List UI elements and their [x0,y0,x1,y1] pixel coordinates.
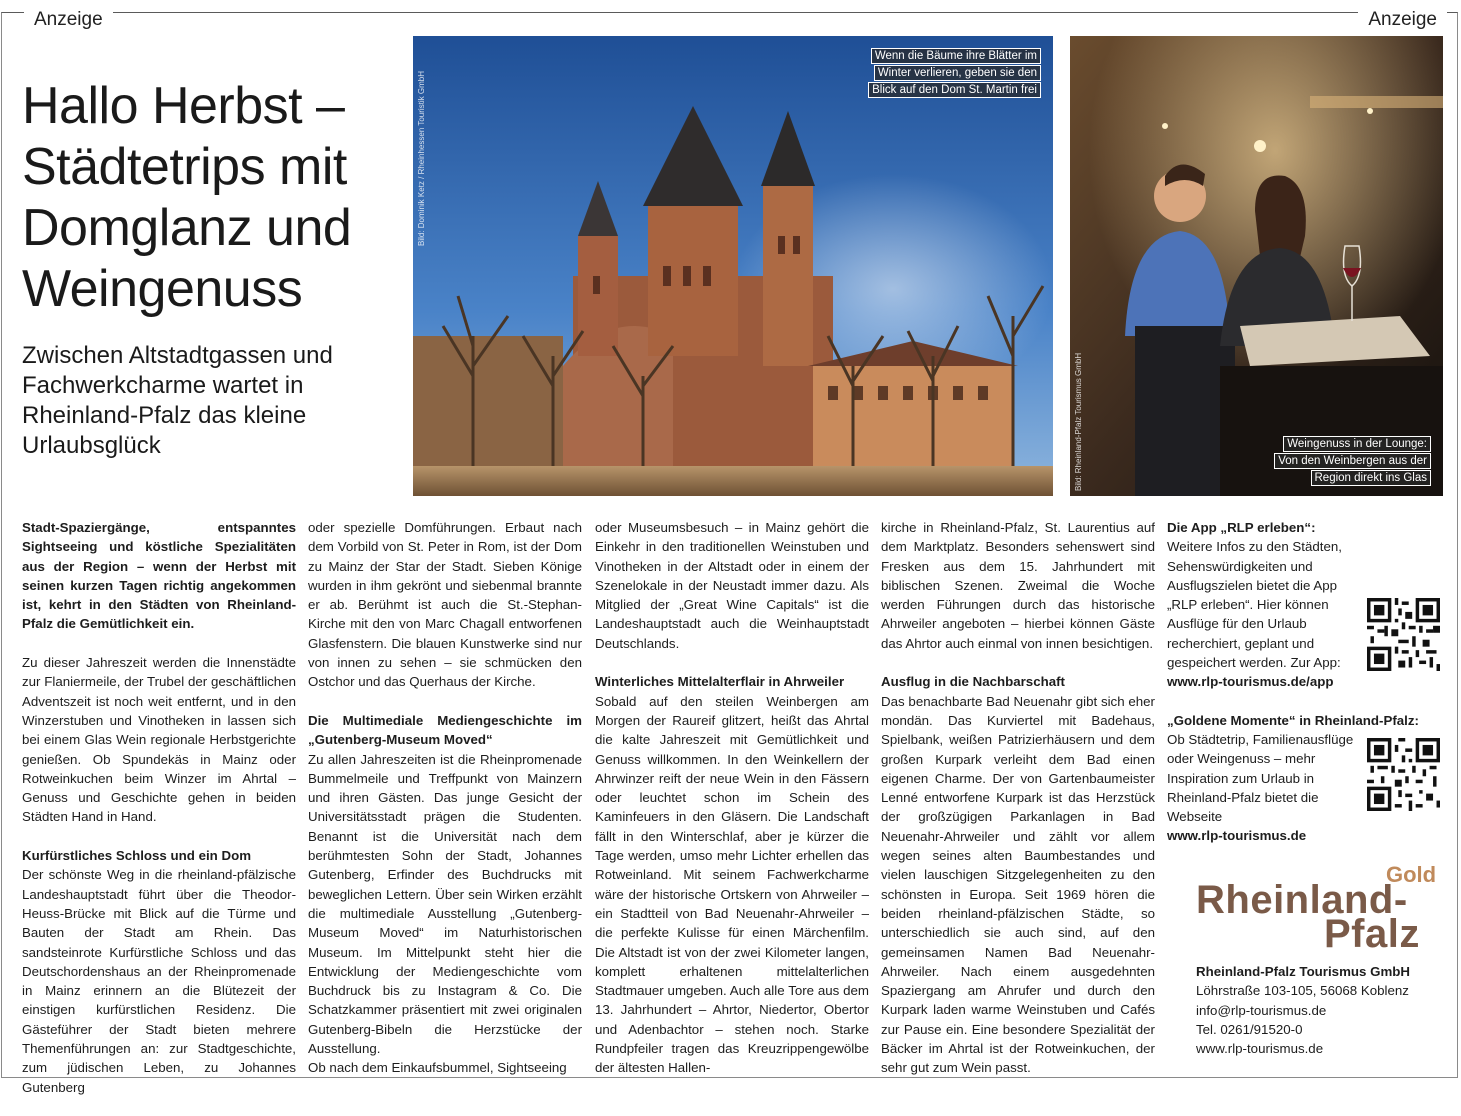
lounge-caption [1274,436,1431,486]
section-heading: Kurfürstliches Schloss und ein Dom [22,848,252,864]
logo-gold-text: Gold [1386,862,1437,887]
paragraph: Sobald auf den steilen Weinbergen am Morgen der Raureif glitzert, heißt das Ahrtal die kalte Jahreszeit mit Gemütlichkeit und Genuss willkommen. In den Weinkellern der Ahrwinzer reift der neue Wein in den Fässern oder leuchtet schon im Schein des Kaminfeuers in den Gläsern. Die Landschaft fällt in den Winterschlaf, aber je kürzer die Tage werden, umso mehr Lichter erhellen das Rotweinland. Mit seinem Fachwerkcharme wäre der historische Ortskern von Ahrweiler – ein Stadtteil von Bad Neuenahr-Ahrweiler – die perfekte Kulisse für einen Märchenfilm. Die Altstadt ist von der zwei Kilometer langen, komplett erhaltenen mittelalterlichen Stadtmauer umgeben. Auch alle Tore aus dem 13. Jahrhundert – Ahrtor, Niedertor, Obertor und Adenbachtor – stehen noch. Starke Rundpfeiler tragen das Kreuzrippengewölbe der ältesten Hallen- [595,693,869,1076]
article-column-3 [595,518,869,1097]
app-text: Weitere Infos zu den Städten, Sehenswürdigkeiten und Ausflugszielen bietet die App „RLP erleben“. Hier können Ausflüge für den Urlaub recherchiert, geplant und gespeichert werden. Zur App: [1167,539,1342,671]
website-link[interactable]: www.rlp-tourismus.de [1167,828,1307,844]
article-column-4 [881,518,1155,1097]
caption-line: Blick auf den Dom St. Martin frei [868,82,1041,98]
article-column-2 [308,518,582,1097]
phone: Tel. 0261/91520-0 [1196,1021,1303,1037]
headline: Hallo Herbst – Städtetrips mit Domglanz und Weingenuss [22,77,352,318]
caption-line: Region direkt ins Glas [1311,470,1432,486]
photo-credit: Bild: Dominik Ketz / Rheinhessen Touristik GmbH [417,70,426,246]
lounge-photo [1070,36,1443,496]
qr-code-app[interactable] [1367,598,1440,671]
paragraph: Zu dieser Jahreszeit werden die Innenstädte zur Flaniermeile, der Trubel der geschäftlichen Adventszeit ist noch weit entfernt, und in den Winzerstuben und Vinotheken in lassen sich bei einem Glas Wein regionale Herbstgerichte genießen. Ob Spundekäs in Mainz oder Rotweinkuchen beim Winzer im Ahrtal – Genuss und Geschichte gehen in beiden Städten Hand in Hand. [22,655,296,825]
paragraph: Zu allen Jahreszeiten ist die Rheinpromenade Bummelmeile und Treffpunkt von Mainzern und ihren Gästen. Das junge Gesicht der Universitätsstadt prägen die Studenten. Benannt ist die Universität nach dem berühmtesten Sohn der Stadt, Johannes Gutenberg, Erfinder des Buchdrucks mit beweglichen Lettern. Über sein Wirken erzählt die multimediale Ausstellung „Gutenberg-Museum Moved“ im Naturhistorischen Museum. Im Mittelpunkt steht hier die Entwicklung der Mediengeschichte vom Buchdruck bis zu Instagram & Co. Die Schatzkammer präsentiert mit zwei originalen Gutenberg-Bibeln die Herzstücke der Ausstellung. [308,751,582,1057]
paragraph: Der schönste Weg in die rheinland-pfälzische Landeshauptstadt führt über die Theodor-Heuss-Brücke mit Blick auf die Türme und Bauten der Stadt am Rhein. Das sandsteinrote Kurfürstliche Schloss und das Deutschordenshaus an der Rheinpromenade in Mainz erinnern an die Blütezeit der einstigen kurfürstlichen Residenz. Die Gästeführer der Stadt bieten mehrere Themenführungen an: zur Stadtgeschichte, zum jüdischen Leben, zu Johannes Gutenberg [22,867,296,1095]
paragraph: oder spezielle Domführungen. Erbaut nach dem Vorbild von St. Peter in Rom, ist der Dom zu Mainz der Star der Stadt. Sieben Könige wurden in ihm gekrönt und siebenmal brannte er ab. Berühmt ist auch die St.-Stephan-Kirche mit den von Marc Chagall entworfenen Glasfenstern. Die blauen Kunstwerke sind nur von innen zu sehen – sie schmücken den Ostchor und das Querhaus der Kirche. [308,520,582,690]
ad-label-left: Anzeige [24,9,113,31]
caption-line: Winter verlieren, geben sie den [874,65,1041,81]
info-column [1167,518,1441,846]
paragraph: Das benachbarte Bad Neuenahr gibt sich eher mondän. Das Kurviertel mit Badehaus, Spielbank, weißen Patrizierhäusern und dem großen Kurpark verleiht dem Bad einen eigenen Charme. Der von Gartenbaumeister Lenné entworfene Kurpark ist das Herzstück der großzügigen Parkanlagen in Bad Neuenahr-Ahrweiler und zählt vor allem wegen seines alten Baumbestandes und vielen lauschigen Sitzgelegenheiten zu den schönsten in Europa. Seit 1969 hören die beiden rheinland-pfälzischen Städte, so unterschiedlich sie auch sind, auf den gemeinsamen Namen Bad Neuenahr-Ahrweiler. Nach einem ausgedehnten Spaziergang am Ahrufer und durch den Kurpark laden warme Weinstuben und Cafés zur Pause ein. Eine besondere Spezialität der Bäcker im Ahrtal ist der Rotweinkuchen, der sehr gut zum Wein passt. [881,693,1155,1076]
rheinland-pfalz-logo [1196,860,1446,955]
paragraph: kirche in Rheinland-Pfalz, St. Laurentius auf dem Marktplatz. Besonders sehenswert sind Fresken aus dem 15. Jahrhundert mit biblischen Szenen. Zweimal die Woche werden Führungen durch das historische Ahrweiler angeboten – hierbei können Gäste das Ahrtor auch einmal von innen besichtigen. [881,520,1155,651]
contact-block [1196,962,1410,1058]
app-link[interactable]: www.rlp-tourismus.de/app [1167,674,1334,690]
golden-moments-text: Ob Städtetrip, Familienausflüge oder Weingenuss – mehr Inspiration zum Urlaub in Rheinland-Pfalz bietet die Webseite [1167,731,1354,825]
golden-moments-heading: „Goldene Momente“ in Rheinland-Pfalz: [1167,712,1419,728]
article-column-1 [22,518,296,1116]
qr-code-website[interactable] [1367,738,1440,811]
lead-paragraph: Stadt-Spaziergänge, entspanntes Sightseeing und köstliche Spezialitäten aus der Region – wenn der Herbst mit seinen kurzen Tagen richtig angekommen ist, kehrt in den Städten von Rheinland-Pfalz die Gemütlichkeit ein. [22,520,296,632]
caption-line: Von den Weinbergen aus der [1274,453,1431,469]
address: Löhrstraße 103-105, 56068 Koblenz [1196,983,1409,999]
section-heading: Ausflug in die Nachbarschaft [881,674,1065,690]
organization-name: Rheinland-Pfalz Tourismus GmbH [1196,964,1410,979]
caption-line: Wenn die Bäume ihre Blätter im [871,48,1041,64]
paragraph: oder Museumsbesuch – in Mainz gehört die Einkehr in den traditionellen Weinstuben und Vinotheken in der Altstadt oder in einem der Szenelokale in der Neustadt immer dazu. Als Mitglied der „Great Wine Capitals“ ist die Landeshauptstadt auch die Weinhauptstadt Deutschlands. [595,520,869,651]
section-heading: Die Multimediale Mediengeschichte im „Gutenberg-Museum Moved“ [308,712,582,748]
ad-label-right: Anzeige [1358,9,1447,31]
cathedral-caption [868,48,1041,98]
section-heading: Winterliches Mittelalterflair in Ahrweiler [595,674,845,690]
subheadline: Zwischen Altstadtgassen und Fachwerkcharme wartet in Rheinland-Pfalz das kleine Urlaubsglück [22,342,333,459]
caption-line: Weingenuss in der Lounge: [1283,436,1431,452]
app-heading: Die App „RLP erleben“: [1167,520,1316,535]
web-link[interactable]: www.rlp-tourismus.de [1196,1041,1324,1057]
cathedral-photo [413,36,1053,496]
photo-credit: Bild: Rheinland-Pfalz Tourismus GmbH [1074,352,1083,491]
logo-line-2: Pfalz [1324,912,1420,956]
email-link[interactable]: info@rlp-tourismus.de [1196,1002,1327,1018]
paragraph: Ob nach dem Einkaufsbummel, Sightseeing [308,1060,567,1076]
logo-line-1: Rheinland- [1196,878,1408,922]
